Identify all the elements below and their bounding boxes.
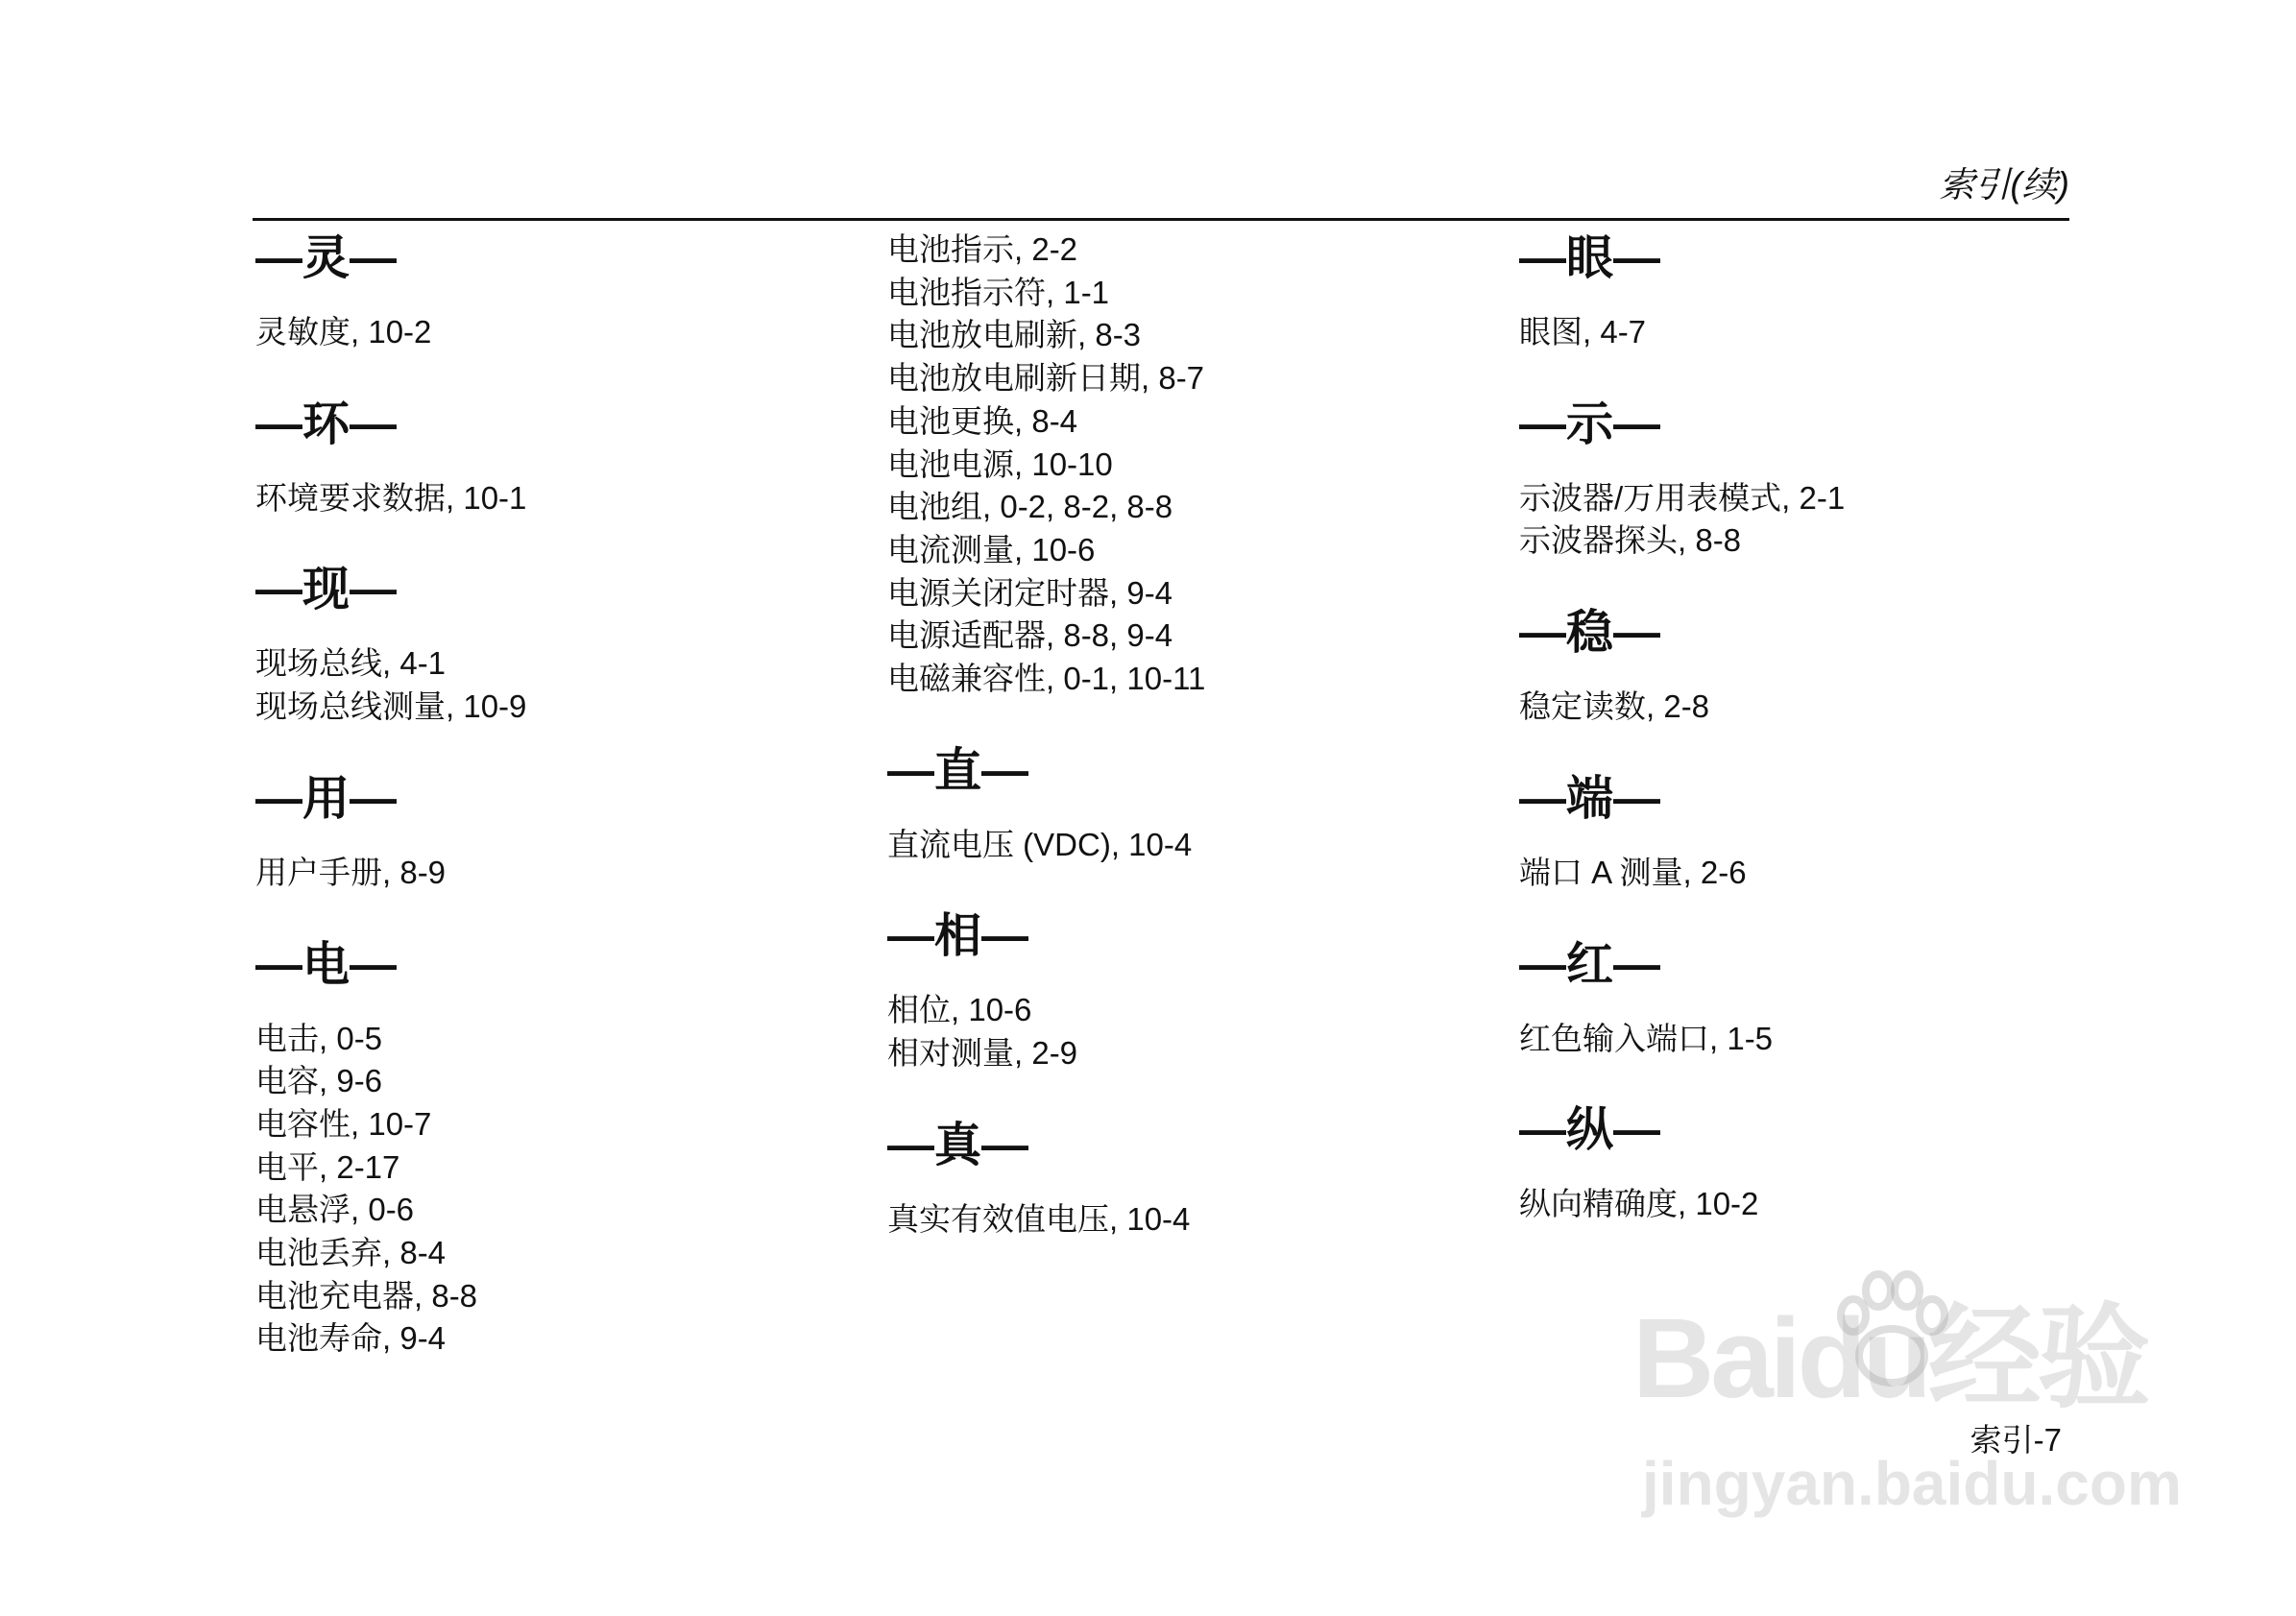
index-entry: 电池更换, 8-4 xyxy=(887,402,1078,439)
section-heading: —纵— xyxy=(1519,1104,1661,1157)
page-number: 索引-7 xyxy=(1970,1422,2062,1458)
section-heading: —灵— xyxy=(255,232,398,284)
section-heading: —直— xyxy=(887,744,1029,797)
index-entry: 电容, 9-6 xyxy=(255,1063,383,1099)
index-section xyxy=(255,395,832,520)
index-section xyxy=(255,769,832,895)
index-entry: 示波器/万用表模式, 2-1 xyxy=(1519,479,1846,516)
index-section xyxy=(255,560,832,728)
section-heading: —用— xyxy=(255,772,398,825)
index-entry: 电池放电刷新日期, 8-7 xyxy=(887,360,1205,397)
index-entry: 电源适配器, 8-8, 9-4 xyxy=(887,617,1173,654)
section-heading: —眼— xyxy=(1519,232,1661,284)
section-heading: —现— xyxy=(255,564,398,616)
index-entry: 电池充电器, 8-8 xyxy=(255,1277,478,1314)
index-entry: 电平, 2-17 xyxy=(255,1148,400,1185)
index-entry: 纵向精确度, 10-2 xyxy=(1519,1186,1759,1222)
watermark-url: jingyan.baidu.com xyxy=(1642,1449,2182,1518)
section-heading: —电— xyxy=(255,938,398,991)
index-column-2 xyxy=(887,229,1463,1242)
index-entry: 电池丢弃, 8-4 xyxy=(255,1235,447,1271)
index-section xyxy=(887,1116,1463,1242)
index-entry: 环境要求数据, 10-1 xyxy=(255,479,527,516)
index-entry: 电击, 0-5 xyxy=(255,1020,383,1056)
section-heading: —真— xyxy=(887,1119,1029,1171)
index-entry: 电池指示, 2-2 xyxy=(887,231,1078,267)
index-section xyxy=(1519,935,2095,1061)
index-entry: 电池寿命, 9-4 xyxy=(255,1320,447,1357)
index-entry: 电容性, 10-7 xyxy=(255,1105,432,1142)
index-entry: 示波器探头, 8-8 xyxy=(1519,522,1742,559)
index-entry: 真实有效值电压, 10-4 xyxy=(887,1200,1191,1237)
index-header-title: 索引(续) xyxy=(1939,165,2069,205)
index-entry: 直流电压 (VDC), 10-4 xyxy=(887,826,1193,862)
index-section xyxy=(255,935,832,1362)
index-entry: 电池电源, 10-10 xyxy=(887,446,1113,482)
index-entry: 现场总线测量, 10-9 xyxy=(255,688,527,725)
index-entry: 眼图, 4-7 xyxy=(1519,314,1647,350)
index-column-3 xyxy=(1519,229,2095,1226)
index-entry: 用户手册, 8-9 xyxy=(255,854,447,890)
index-section xyxy=(887,229,1463,701)
index-entry: 相对测量, 2-9 xyxy=(887,1035,1078,1072)
index-entry: 电池指示符, 1-1 xyxy=(887,274,1110,310)
index-entry: 电池放电刷新, 8-3 xyxy=(887,317,1142,353)
index-column-1 xyxy=(255,229,832,1361)
index-section xyxy=(1519,1100,2095,1226)
index-entry: 端口 A 测量, 2-6 xyxy=(1519,854,1747,890)
baidu-watermark xyxy=(1632,1267,2182,1556)
index-section xyxy=(1519,229,2095,354)
section-heading: —示— xyxy=(1519,398,1661,450)
index-entry: 电池组, 0-2, 8-2, 8-8 xyxy=(887,489,1173,525)
index-entry: 电磁兼容性, 0-1, 10-11 xyxy=(887,661,1206,697)
index-entry: 灵敏度, 10-2 xyxy=(255,314,432,350)
index-entry: 电流测量, 10-6 xyxy=(887,531,1096,567)
header-rule xyxy=(253,218,2069,221)
section-heading: —环— xyxy=(255,398,398,450)
index-section xyxy=(1519,769,2095,895)
index-section xyxy=(255,229,832,354)
index-section xyxy=(1519,603,2095,729)
index-entry: 现场总线, 4-1 xyxy=(255,645,447,682)
watermark-logo: Baidu经验 xyxy=(1632,1295,2147,1422)
section-heading: —稳— xyxy=(1519,607,1661,660)
index-entry: 相位, 10-6 xyxy=(887,992,1032,1028)
index-section xyxy=(887,906,1463,1074)
section-heading: —红— xyxy=(1519,938,1661,991)
index-section xyxy=(1519,395,2095,563)
section-heading: —相— xyxy=(887,910,1029,963)
index-entry: 电源关闭定时器, 9-4 xyxy=(887,574,1173,611)
index-section xyxy=(887,741,1463,867)
index-entry: 红色输入端口, 1-5 xyxy=(1519,1020,1774,1056)
index-entry: 稳定读数, 2-8 xyxy=(1519,688,1710,725)
index-entry: 电悬浮, 0-6 xyxy=(255,1192,415,1228)
section-heading: —端— xyxy=(1519,772,1661,825)
